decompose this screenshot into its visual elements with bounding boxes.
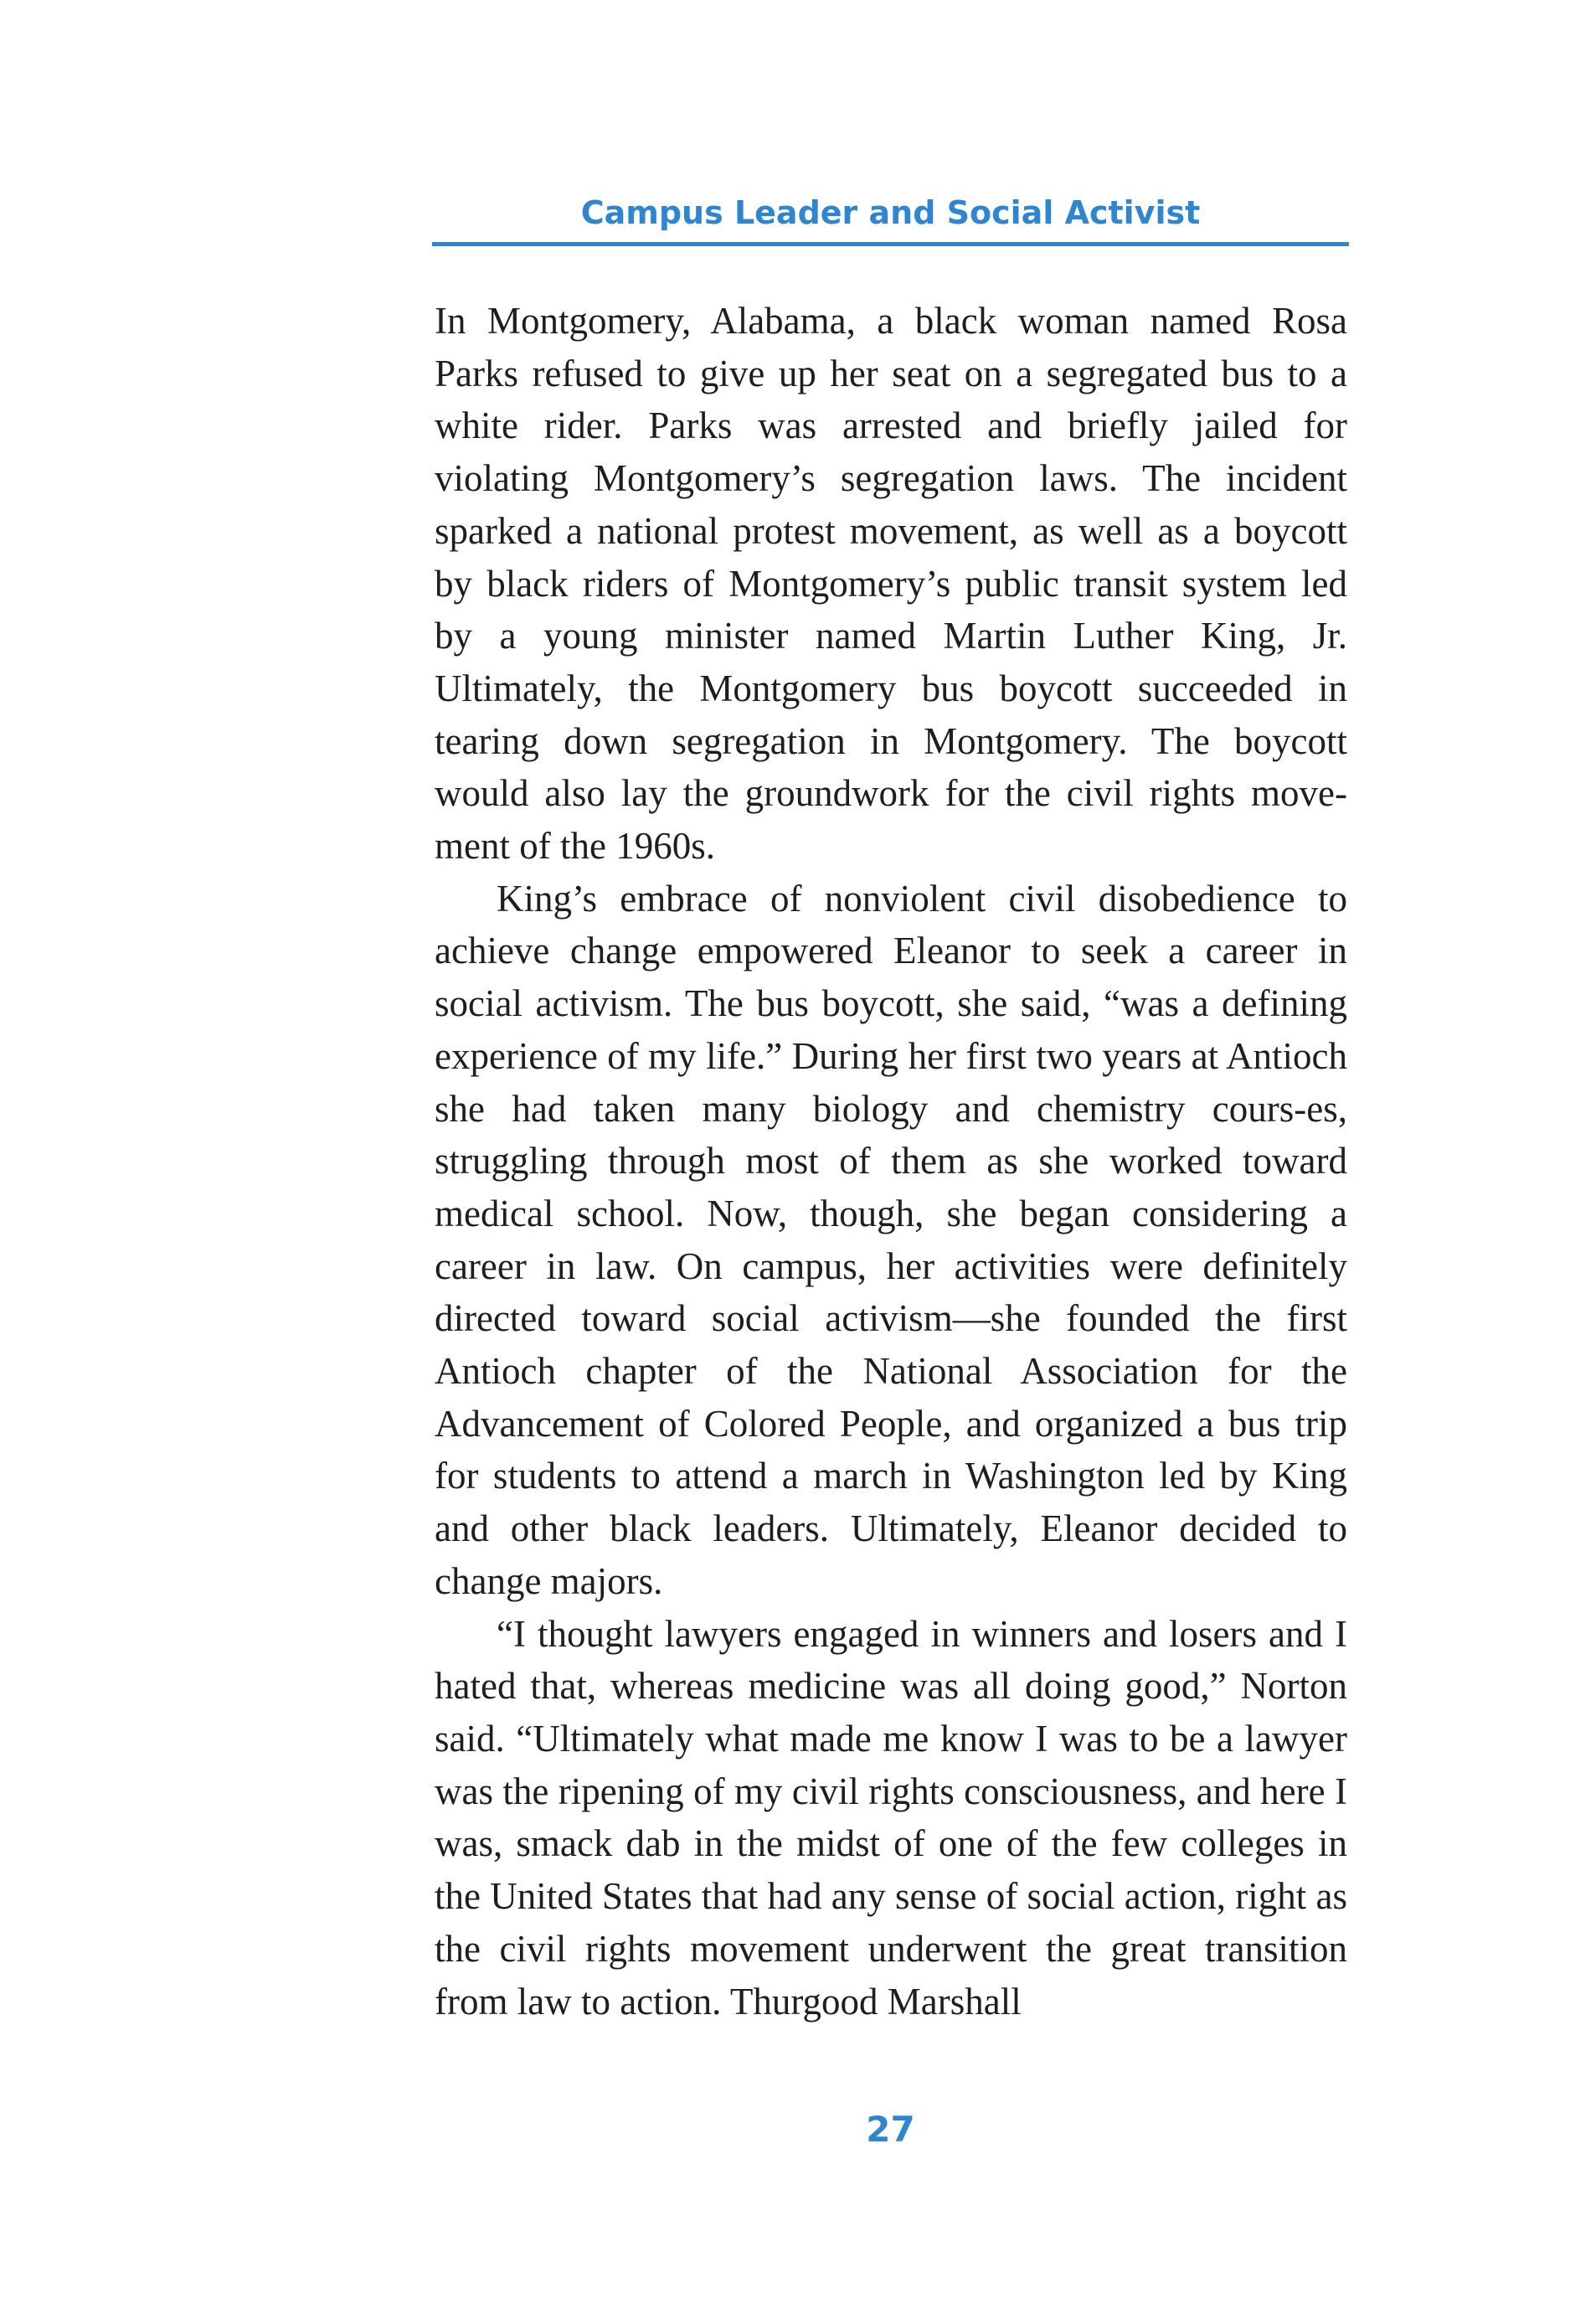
running-head-title: Campus Leader and Social Activist — [580, 194, 1201, 231]
body-text — [435, 295, 1347, 2028]
paragraph-1: In Montgomery, Alabama, a black woman named Rosa Parks refused to give up her seat on a segregated bus to a white rider. Parks was arrested and briefly jailed for violating Montgomery’s segregation laws. The incident sparked a national protest movement, as well as a boycott by black riders of Montgomery’s public transit system led by a young minister named Martin Luther King, Jr. Ultimately, the Montgomery bus boycott succeeded in tearing down segregation in Montgomery. The boycott would also lay the groundwork for the civil rights move-ment of the 1960s. — [435, 300, 1347, 868]
page-number: 27 — [866, 2109, 915, 2150]
paragraph-2: King’s embrace of nonviolent civil disobedience to achieve change empowered Eleanor to seek a career in social activism. The bus boycott, she said, “was a defining experience of my life.” During her first two years at Antioch she had taken many biology and chemistry cours-es, struggling through most of them as she worked toward medical school. Now, though, she began considering a career in law. On campus, her activities were definitely directed toward social activism—she founded the first Antioch chapter of the National Association for the Advancement of Colored People, and organized a bus trip for students to attend a march in Washington led by King and other black leaders. Ultimately, Eleanor decided to change majors. — [435, 877, 1347, 1602]
header-rule — [432, 242, 1349, 246]
paragraph-3: “I thought lawyers engaged in winners and losers and I hated that, whereas medicine was all doing good,” Norton said. “Ultimately what made me know I was to be a lawyer was the ripening of my civil rights consciousness, and here I was, smack dab in the midst of one of the few colleges in the United States that had any sense of social action, right as the civil rights movement underwent the great transition from law to action. Thurgood Marshall — [435, 1612, 1347, 2023]
